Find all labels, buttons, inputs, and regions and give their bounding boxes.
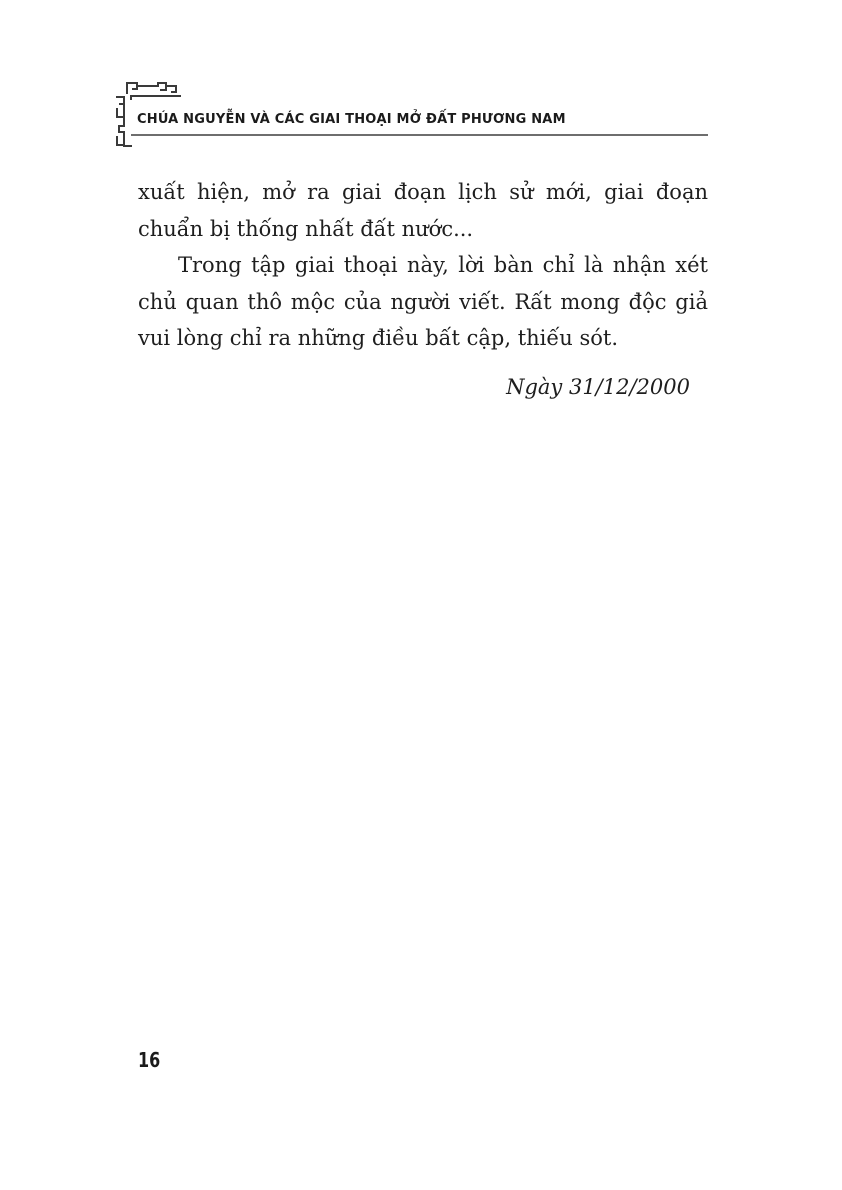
paragraph-continuation: xuất hiện, mở ra giai đoạn lịch sử mới, giai đoạn chuẩn bị thống nhất đất nước...: [138, 180, 708, 241]
date-signature: Ngày 31/12/2000: [506, 375, 690, 399]
paragraph-closing-note: Trong tập giai thoại này, lời bàn chỉ là nhận xét chủ quan thô mộc của người viết. Rất mong độc giả vui lòng chỉ ra những điều bất cập, thiếu sót.: [138, 253, 708, 350]
running-header: [0, 0, 842, 160]
running-title: CHÚA NGUYỄN VÀ CÁC GIAI THOẠI MỞ ĐẤT PHƯƠNG NAM: [137, 112, 566, 127]
body-text: [138, 174, 708, 357]
page-number: 16: [138, 1048, 161, 1072]
fret-corner-ornament-icon: [0, 0, 842, 160]
